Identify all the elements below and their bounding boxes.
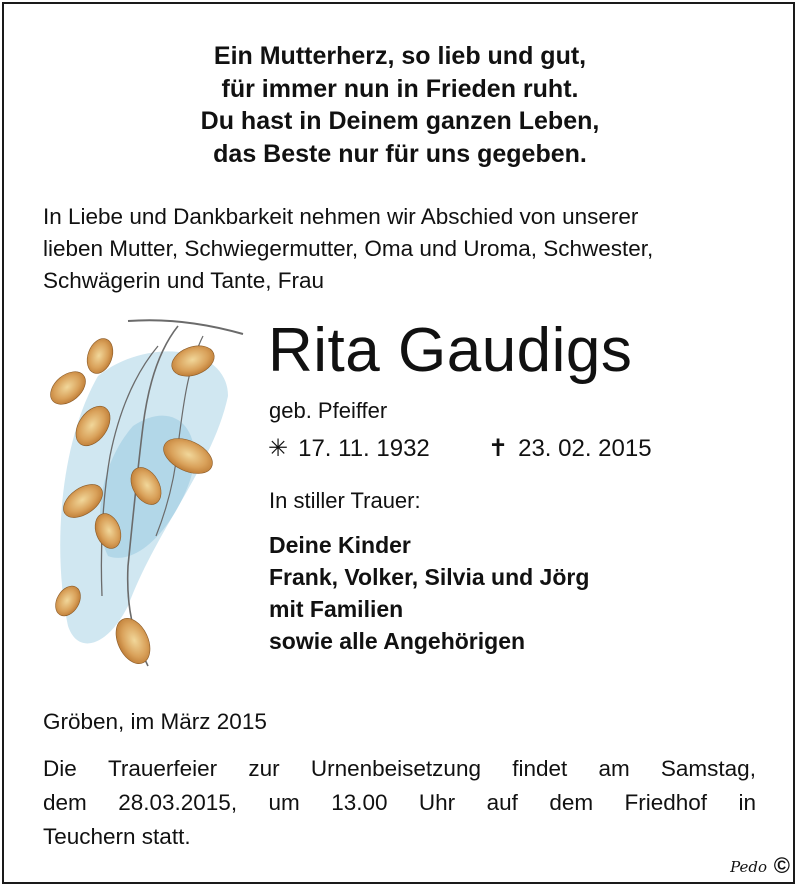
word: Uhr	[418, 790, 456, 815]
poem-line: Du hast in Deinem ganzen Leben,	[200, 107, 600, 135]
life-dates	[268, 434, 652, 464]
mourner-line: Deine Kinder	[269, 532, 411, 558]
word: Urnenbeisetzung	[310, 756, 481, 781]
mourner-line: sowie alle Angehörigen	[269, 628, 526, 654]
place-date: Gröben, im März 2015	[43, 709, 267, 734]
mourner-line: Frank, Volker, Silvia und Jörg	[269, 564, 590, 590]
mourners-label: In stiller Trauer:	[269, 488, 421, 513]
word: zur	[248, 756, 280, 781]
farewell-intro	[43, 201, 763, 297]
deceased-name: Rita Gaudigs	[268, 316, 633, 385]
word: um	[268, 790, 300, 815]
funeral-line: Teuchern statt.	[43, 824, 191, 849]
death-date-group	[488, 434, 652, 464]
mourner-line: mit Familien	[269, 596, 404, 622]
word: in	[738, 790, 756, 815]
intro-line: Schwägerin und Tante, Frau	[43, 268, 325, 293]
publisher-signature: Pedo	[730, 858, 767, 876]
maiden-name: geb. Pfeiffer	[269, 398, 388, 423]
word: am	[598, 756, 630, 781]
autumn-birch-leaves-icon	[38, 306, 268, 691]
word: Friedhof	[624, 790, 708, 815]
word: dem	[43, 790, 87, 815]
word: 13.00	[331, 790, 388, 815]
funeral-line	[43, 786, 756, 820]
death-cross-icon: ✝	[488, 435, 509, 462]
poem-line: für immer nun in Frieden ruht.	[221, 74, 579, 103]
copyright-icon: ©	[773, 853, 790, 878]
intro-line: In Liebe und Dankbarkeit nehmen wir Abschied von unserer	[43, 204, 639, 229]
funeral-notice	[43, 752, 756, 854]
word: Trauerfeier	[107, 756, 218, 781]
word: Samstag,	[660, 756, 756, 781]
birth-date: 17. 11. 1932	[298, 435, 430, 462]
word: auf	[486, 790, 518, 815]
mourners-list	[269, 529, 589, 657]
funeral-line	[43, 752, 756, 786]
intro-line: lieben Mutter, Schwiegermutter, Oma und Uroma, Schwester,	[43, 236, 654, 261]
memorial-poem	[0, 40, 800, 170]
birth-star-icon: ✳	[268, 435, 289, 462]
word: Die	[43, 756, 77, 781]
word: 28.03.2015,	[118, 790, 238, 815]
word: findet	[512, 756, 568, 781]
poem-line: Ein Mutterherz, so lieb und gut,	[213, 42, 587, 70]
word: dem	[549, 790, 594, 815]
death-date: 23. 02. 2015	[518, 435, 652, 462]
poem-line: das Beste nur für uns gegeben.	[213, 139, 587, 168]
